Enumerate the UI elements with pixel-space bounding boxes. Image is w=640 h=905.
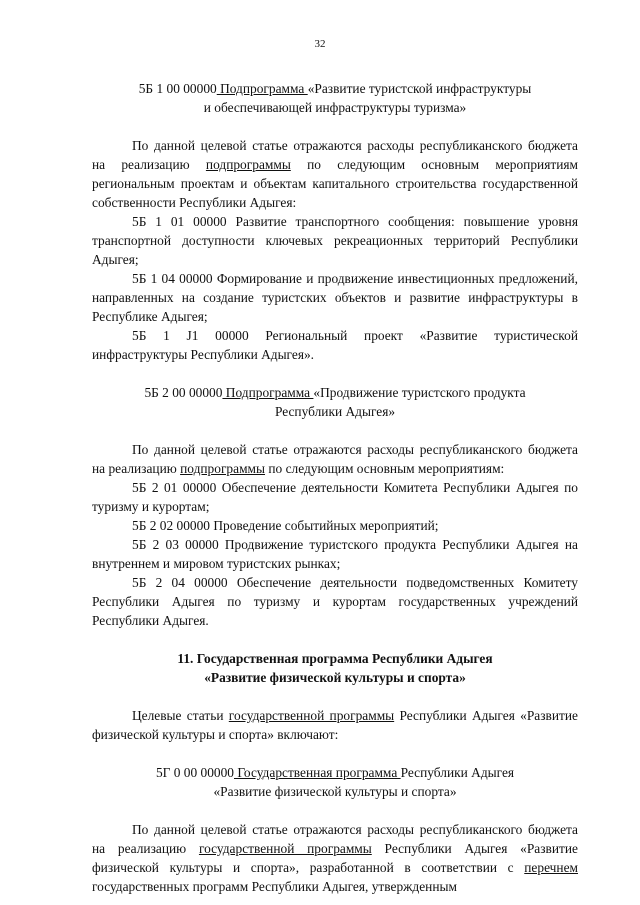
subprogram-heading-tourism-infrastructure <box>92 79 578 117</box>
paragraph-subprogram-1-intro <box>92 136 578 212</box>
subprogram-heading-tourism-promotion <box>92 383 578 421</box>
paragraph-item-5b-1-j1: 5Б 1 J1 00000 Региональный проект «Развитие туристической инфраструктуры Республики Адыгея». <box>92 328 578 362</box>
section-heading <box>92 649 578 687</box>
paragraph-item-5b-2-04: 5Б 2 04 00000 Обеспечение деятельности подведомственных Комитету Республики Адыгея по туризму и курортам государственных учреждений Республики Адыгея. <box>92 575 578 628</box>
state-program-link[interactable]: государственной программы <box>198 841 372 856</box>
subprogram-link[interactable]: подпрограммы <box>205 157 291 172</box>
program-heading <box>92 763 578 801</box>
paragraph-program-intro <box>92 706 578 744</box>
paragraph-program-description <box>92 820 578 896</box>
paragraph-item-5b-2-03: 5Б 2 03 00000 Продвижение туристского продукта Республики Адыгея на внутреннем и мировом туристских рынках; <box>92 537 578 571</box>
program-title-line-1: Республики Адыгея <box>400 765 515 780</box>
state-program-link[interactable]: государственной программы <box>228 708 395 723</box>
paragraph-text: государственных программ Республики Адыгея, утвержденным <box>92 879 457 894</box>
paragraph-text: По данной целевой статье отражаются расходы республиканского бюджета на реализацию <box>92 442 578 476</box>
paragraph-item-5b-1-04: 5Б 1 04 00000 Формирование и продвижение инвестиционных предложений, направленных на создание туристских объектов и развитие инфраструктуры в Республике Адыгея; <box>92 271 578 324</box>
subprogram-link[interactable]: Подпрограмма <box>222 385 314 400</box>
subprogram-code: 5Б 1 00 00000 <box>138 81 217 96</box>
paragraph-text: Целевые статьи <box>132 708 229 723</box>
subprogram-link[interactable]: Подпрограмма <box>216 81 308 96</box>
paragraph-item-5b-1-01: 5Б 1 01 00000 Развитие транспортного сообщения: повышение уровня транспортной доступности ключевых рекреационных территорий Республики Адыгея; <box>92 214 578 267</box>
paragraph-text: По данной целевой статье отражаются расходы республиканского бюджета на реализацию <box>92 822 578 856</box>
page-number: 32 <box>314 38 326 50</box>
section-title-line-1: 11. Государственная программа Республики Адыгея <box>177 651 493 666</box>
paragraph-text: Республики Адыгея «Развитие физической культуры и спорта» включают: <box>92 708 578 742</box>
subprogram-title-line-2: и обеспечивающей инфраструктуры туризма» <box>203 100 467 115</box>
subprogram-title-line-1: «Продвижение туристского продукта <box>313 385 526 400</box>
subprogram-code: 5Б 2 00 00000 <box>144 385 223 400</box>
program-code: 5Г 0 00 00000 <box>155 765 234 780</box>
state-program-link[interactable]: Государственная программа <box>234 765 401 780</box>
paragraph-item-5b-2-01: 5Б 2 01 00000 Обеспечение деятельности Комитета Республики Адыгея по туризму и курортам; <box>92 480 578 514</box>
subprogram-link[interactable]: подпрограммы <box>180 461 266 476</box>
paragraph-text: По данной целевой статье отражаются расходы республиканского бюджета на реализацию <box>92 138 578 172</box>
paragraph-text: по следующим основным мероприятиям региональным проектам и объектам капитального строительства государственной собственности Республики Адыгея: <box>92 157 578 210</box>
paragraph-text: Республики Адыгея «Развитие физической культуры и спорта», разработанной в соответствии с <box>92 841 578 875</box>
paragraph-text: по следующим основным мероприятиям: <box>265 461 505 476</box>
paragraph-item-5b-2-02: 5Б 2 02 00000 Проведение событийных мероприятий; <box>132 518 439 533</box>
subprogram-title-line-1: «Развитие туристской инфраструктуры <box>307 81 532 96</box>
paragraph-subprogram-2-intro <box>92 440 578 478</box>
subprogram-title-line-2: Республики Адыгея» <box>274 404 396 419</box>
document-body <box>92 79 578 896</box>
section-title-line-2: «Развитие физической культуры и спорта» <box>204 670 466 685</box>
program-title-line-2: «Развитие физической культуры и спорта» <box>213 784 457 799</box>
program-list-link[interactable]: перечнем <box>524 860 578 875</box>
